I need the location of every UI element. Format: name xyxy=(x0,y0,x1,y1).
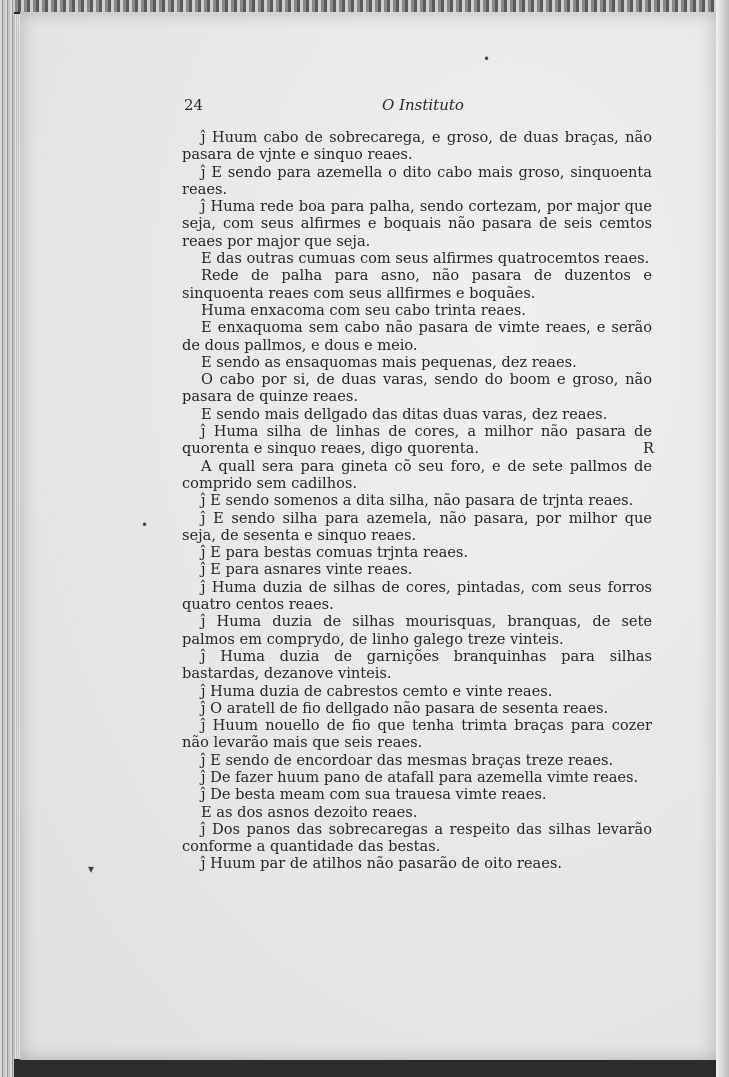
paragraph: ĵ E para bestas comuas trjnta reaes. xyxy=(201,544,469,562)
ink-speck: • xyxy=(141,518,149,532)
paragraph: ĵ E sendo somenos a dita silha, não pasara de trjnta reaes. xyxy=(201,492,634,510)
paragraph: E sendo as ensaquomas mais pequenas, dez reaes. xyxy=(201,353,577,371)
paragraph: Rede de palha para asno, não pasara de duzentos e sinquoenta reaes com seus allfirmes e boquães. xyxy=(182,267,652,302)
book-binding xyxy=(0,0,14,1077)
right-edge xyxy=(716,0,729,1077)
paragraph: ĵ E sendo silha para azemela, não pasara, por milhor que seja, de sesenta e sinquo reaes. xyxy=(182,509,652,544)
paragraph: A quall sera para gineta cõ seu foro, e de sete pallmos de comprido sem cadilhos. xyxy=(182,457,652,492)
paragraph: ĵ Huma rede boa para palha, sendo cortezam, por major que seja, com seus alfirmes e boquais não pasara de seis cemtos reaes por major que seja. xyxy=(182,198,652,250)
body-text xyxy=(182,129,652,873)
paragraph: ĵ E sendo para azemella o dito cabo mais groso, sinquoenta reaes. xyxy=(182,163,652,198)
paragraph: ĵ Huum par de atilhos não pasarão de oito reaes. xyxy=(201,855,562,873)
paragraph: Huma enxacoma com seu cabo trinta reaes. xyxy=(201,301,526,319)
top-edge xyxy=(0,0,729,12)
ink-speck: ▾ xyxy=(88,862,95,876)
paragraph: ĵ Huma duzia de silhas de cores, pintadas, com seus forros quatro centos reaes. xyxy=(182,578,652,614)
paragraph: ĵ Huma duzia de cabrestos cemto e vinte reaes. xyxy=(201,682,553,700)
paragraph-text: ĵ Huma silha de linhas de cores, a milhor não pasara de quorenta e sinquo reaes, digo quorenta. xyxy=(182,423,652,458)
paragraph: ĵ Dos panos das sobrecaregas a respeito das silhas levarão conforme a quantidade das bestas. xyxy=(182,820,652,856)
paragraph: E sendo mais dellgado das ditas duas varas, dez reaes. xyxy=(201,405,608,423)
paragraph: O cabo por si, de duas varas, sendo do boom e groso, não pasara de quinze reaes. xyxy=(182,371,652,406)
page-header xyxy=(184,96,652,118)
paragraph: ĵ E sendo de encordoar das mesmas braças treze reaes. xyxy=(201,751,614,769)
paragraph: E as dos asnos dezoito reaes. xyxy=(201,803,418,821)
paragraph: E das outras cumuas com seus alfirmes quatrocemtos reaes. xyxy=(201,250,650,268)
paragraph: ĵ O aratell de fio dellgado não pasara de sesenta reaes. xyxy=(201,699,609,717)
margin-mark: R xyxy=(643,440,654,458)
paragraph: ĵ E para asnares vinte reaes. xyxy=(201,561,413,579)
page-number: 24 xyxy=(184,96,204,114)
paragraph: ĵ Huma duzia de silhas mourisquas, branquas, de sete palmos em comprydo, de linho galego treze vinteis. xyxy=(182,613,652,648)
running-title: O Instituto xyxy=(382,96,464,114)
paragraph: ĵ Huma duzia de garnições branquinhas para silhas bastardas, dezanove vinteis. xyxy=(182,647,652,683)
paragraph: ĵ De besta meam com sua trauesa vimte reaes. xyxy=(201,786,547,804)
paragraph: E enxaquoma sem cabo não pasara de vimte reaes, e serão de dous pallmos, e dous e meio. xyxy=(182,319,652,354)
paragraph: ĵ Huum nouello de fio que tenha trimta braças para cozer não levarão mais que seis reaes. xyxy=(182,717,652,752)
paragraph-with-margin-mark xyxy=(182,423,652,458)
paragraph: ĵ De fazer huum pano de atafall para azemella vimte reaes. xyxy=(201,768,639,786)
ink-speck: • xyxy=(483,52,491,66)
paragraph: ĵ Huum cabo de sobrecarega, e groso, de duas braças, não pasara de vjnte e sinquo reaes. xyxy=(182,129,652,164)
